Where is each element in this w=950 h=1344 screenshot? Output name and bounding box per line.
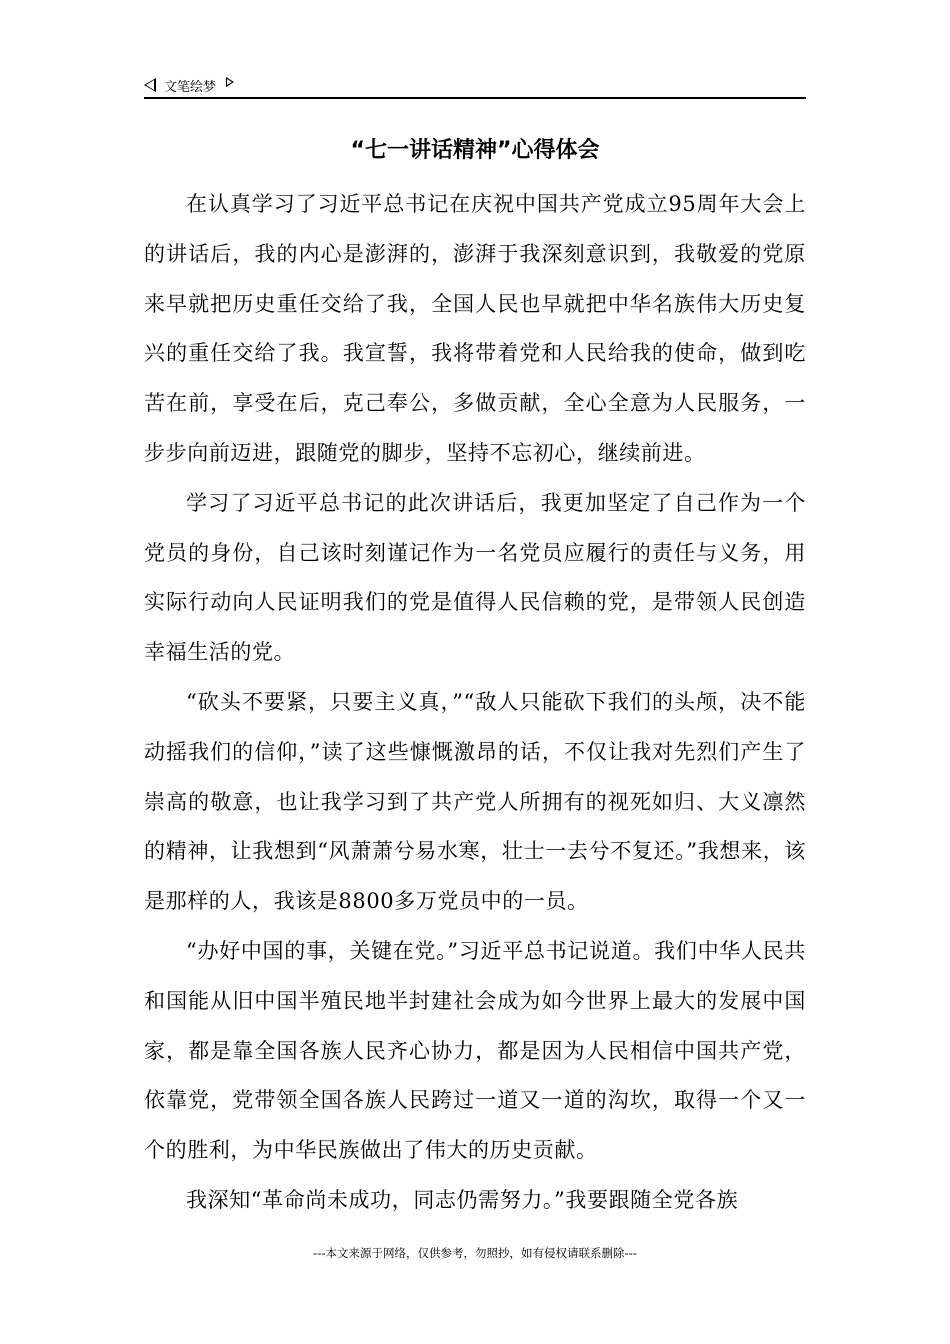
document-title: “七一讲话精神”心得体会 <box>350 138 600 163</box>
header-brand: 文笔绘梦 <box>164 79 217 95</box>
document-body <box>144 180 806 1226</box>
header-divider <box>144 97 806 99</box>
paragraph: 我深知“革命尚未成功，同志仍需努力。”我要跟随全党各族 <box>186 1187 739 1212</box>
paragraph: 学习了习近平总书记的此次讲话后，我更加坚定了自己作为一个党员的身份，自己该时刻谨记作为一名党员应履行的责任与义务，用实际行动向人民证明我们的党是值得人民信赖的党，是带领人民创造幸福生活的党。 <box>144 490 806 665</box>
paragraph: 在认真学习了习近平总书记在庆祝中国共产党成立95周年大会上的讲话后，我的内心是澎湃的，澎湃于我深刻意识到，我敬爱的党原来早就把历史重任交给了我，全国人民也早就把中华名族伟大历史复兴的重任交给了我。我宣誓，我将带着党和人民给我的使命，做到吃苦在前，享受在后，克己奉公，多做贡献，全心全意为人民服务，一步步向前迈进，跟随党的脚步，坚持不忘初心，继续前进。 <box>144 192 806 465</box>
paragraph: “办好中国的事，关键在党。”习近平总书记说道。我们中华人民共和国能从旧中国半殖民地半封建社会成为如今世界上最大的发展中国家，都是靠全国各族人民齐心协力，都是因为人民相信中国共产党，依靠党，党带领全国各族人民跨过一道又一道的沟坎，取得一个又一个的胜利，为中华民族做出了伟大的历史贡献。 <box>144 938 806 1163</box>
paragraph: “砍头不要紧，只要主义真，”“敌人只能砍下我们的头颅，决不能动摇我们的信仰，”读了这些慷慨激昂的话，不仅让我对先烈们产生了崇高的敬意，也让我学习到了共产党人所拥有的视死如归、大义凛然的精神，让我想到“风萧萧兮易水寒，壮士一去兮不复还。”我想来，该是那样的人，我该是8800多万党员中的一员。 <box>144 689 806 914</box>
triangle-left-icon <box>144 78 156 92</box>
page-header <box>144 74 806 96</box>
footer-disclaimer: ---本文来源于网络，仅供参考，勿照抄，如有侵权请联系删除--- <box>313 1246 637 1260</box>
triangle-right-icon <box>226 77 234 87</box>
